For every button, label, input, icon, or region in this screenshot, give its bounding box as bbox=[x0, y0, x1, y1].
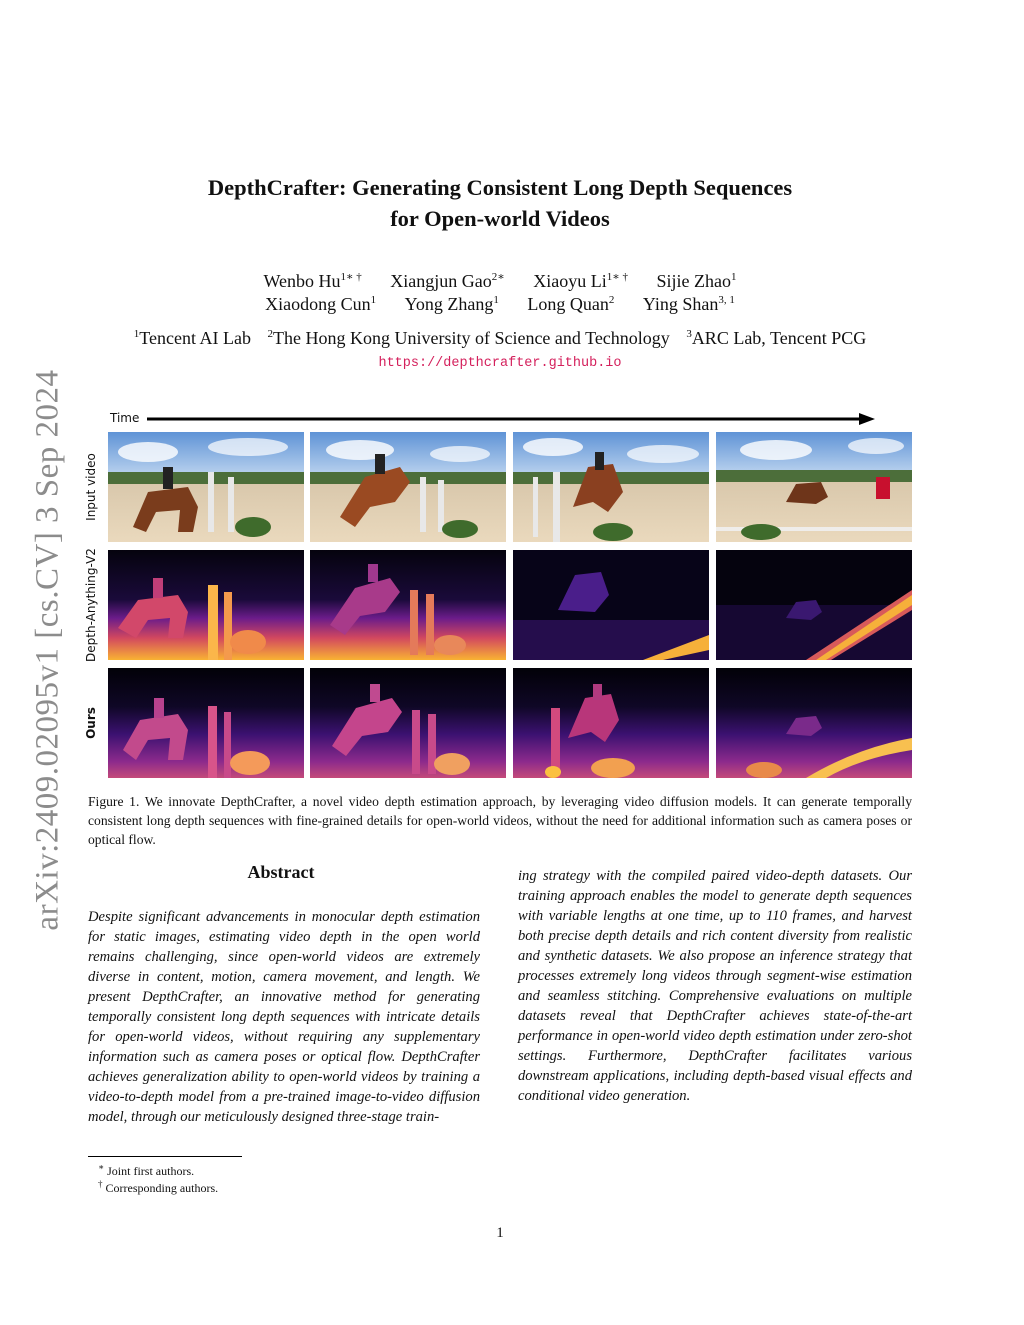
affiliations bbox=[0, 328, 1000, 349]
input-frame-2 bbox=[310, 432, 506, 542]
abstract-text-left: Despite significant advancements in monocular depth estimation for static images, estimating video depth in the open world remains challenging, since open-world videos are extremely diverse in content, motion, camera movement, and length. We present DepthCrafter, an innovative method for generating temporally consistent long depth sequences with intricate details for open-world videos, without requiring any supplementary information such as camera poses or optical flow. DepthCrafter achieves generalization ability to open-world videos by training a video-to-depth model from a pre-trained image-to-video diffusion model, through our meticulously designed three-stage train- bbox=[88, 909, 480, 1125]
page-number: 1 bbox=[496, 1225, 504, 1241]
input-frame-3 bbox=[513, 432, 709, 542]
time-arrow-icon bbox=[147, 412, 877, 426]
author: Long Quan$^2$ bbox=[527, 294, 615, 314]
input-frame-4 bbox=[716, 432, 912, 542]
footnote-corresponding: † Corresponding authors. bbox=[98, 1179, 219, 1195]
author: Xiaoyu $Li^{1∗ \dagger}$ bbox=[533, 271, 628, 291]
footnote-rule bbox=[88, 1156, 242, 1157]
dav2-frame-2 bbox=[310, 550, 506, 660]
dav2-frame-1 bbox=[108, 550, 304, 660]
dav2-frame-4 bbox=[716, 550, 912, 660]
paper-title bbox=[0, 172, 1000, 234]
affiliation: $^1$Tencent AI Lab bbox=[133, 328, 251, 348]
abstract-text-right: ing strategy with the compiled paired video-depth datasets. Our training approach enables the model to generate depth sequences with variable lengths at one time, up to 110 frames, and harvest both precise depth details and rich content diversity from realistic and synthetic datasets. We also propose an inference strategy that processes extremely long videos through segment-wise estimation and seamless stitching. Comprehensive evaluations on multiple datasets reveal that DepthCrafter achieves state-of-the-art performance in open-world video depth estimation under zero-shot settings. Furthermore, DepthCrafter facilitates various downstream applications, including depth-based visual effects and conditional video generation. bbox=[518, 868, 912, 1104]
footnote-joint-first: ∗ Joint first authors. bbox=[98, 1162, 195, 1178]
dav2-frame-3 bbox=[513, 550, 709, 660]
time-label: Time bbox=[110, 411, 140, 425]
title-line-2: for Open-world Videos bbox=[390, 206, 610, 231]
project-url[interactable]: https://depthcrafter.github.io bbox=[378, 356, 622, 371]
row-label-ours: Ours bbox=[84, 707, 98, 739]
ours-frame-4 bbox=[716, 668, 912, 778]
affiliation: $^2$The Hong Kong University of Science and Technology bbox=[267, 328, 670, 348]
ours-frame-3 bbox=[513, 668, 709, 778]
title-line-1: DepthCrafter: Generating Consistent Long Depth Sequences bbox=[207, 175, 793, 200]
author-line-2 bbox=[0, 294, 1000, 315]
ours-frame-2 bbox=[310, 668, 506, 778]
author: Yong Zhang$^1$ bbox=[404, 294, 499, 314]
author: Ying Shan$^{3, 1}$ bbox=[642, 294, 735, 314]
author-line-1 bbox=[0, 270, 1000, 292]
author: Xiaodong Cun$^1$ bbox=[265, 294, 377, 314]
arxiv-identifier: arXiv:2409.02095v1 [cs.CV] 3 Sep 2024 bbox=[29, 369, 66, 931]
ours-frame-1 bbox=[108, 668, 304, 778]
abstract-heading: Abstract bbox=[247, 862, 315, 882]
figure-caption: Figure 1. We innovate DepthCrafter, a novel video depth estimation approach, by leveraging video diffusion models. It can generate temporally consistent long depth sequences with fine-grained details for open-world videos, without the need for additional information such as camera poses or optical flow. bbox=[88, 794, 912, 847]
row-label-input: Input video bbox=[84, 453, 98, 521]
author: Wenbo $Hu^{1∗ \dagger}$ bbox=[263, 271, 362, 291]
row-label-depth-anything: Depth-Anything-V2 bbox=[84, 548, 98, 662]
author: Sijie Zhao$^1$ bbox=[656, 271, 737, 291]
input-frame-1 bbox=[108, 432, 304, 542]
author: Xiangjun Gao$^{2∗}$ bbox=[390, 271, 505, 291]
affiliation: $^3$ARC Lab, Tencent PCG bbox=[686, 328, 867, 348]
